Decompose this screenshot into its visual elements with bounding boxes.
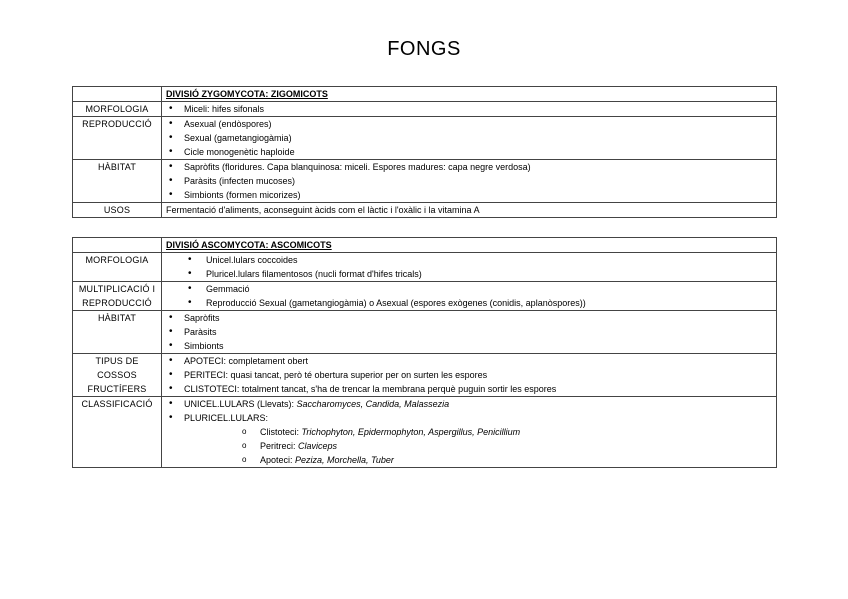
list-item: • Miceli: hifes sifonals [166,102,772,116]
page-title: FONGS [387,38,461,60]
table-header: DIVISIÓ ZYGOMYCOTA: ZIGOMICOTS [162,87,777,102]
zygomycota-table [72,86,777,218]
list-item: • PERITECI: quasi tancat, però té obertura superior per on surten les espores [166,368,772,382]
list-item: • Sexual (gametangiogàmia) [166,131,772,145]
species-names: Saccharomyces, Candida, Malassezia [296,399,450,409]
list-item [166,411,772,467]
table-row [73,160,777,203]
list-item: • Sapròfits [166,311,772,325]
header-empty-cell [73,238,162,253]
row-content [162,282,777,311]
row-content [162,354,777,397]
species-names: Claviceps [298,441,338,451]
table-row [73,282,777,311]
list-item: • Simbionts (formen micorizes) [166,188,772,202]
row-label: USOS [73,203,162,218]
row-content [162,311,777,354]
species-names: Trichophyton, Epidermophyton, Aspergillus, Penicillium [301,427,521,437]
table-row [73,117,777,160]
list-item: • Unicel.lulars coccoides [166,253,772,267]
list-item: • Reproducció Sexual (gametangiogàmia) o Asexual (espores exògenes (conidis, aplanòspores)) [166,296,772,310]
header-empty-cell [73,87,162,102]
species-names: Peziza, Morchella, Tuber [295,455,394,465]
table-row [73,203,777,218]
list-item: • Paràsits (infecten mucoses) [166,174,772,188]
table-row [73,354,777,397]
item-prefix: PLURICEL.LULARS: [184,413,269,423]
sub-list-item [184,453,772,467]
list-item: • APOTECI: completament obert [166,354,772,368]
list-item: • Cicle monogenètic haploide [166,145,772,159]
list-item: • Simbionts [166,339,772,353]
row-label: REPRODUCCIÓ [73,117,162,160]
row-label-line: MULTIPLICACIÓ I [78,284,156,294]
row-content [162,102,777,117]
row-label-line: TIPUS DE COSSOS [95,356,139,380]
row-label [73,282,162,311]
list-item: • Gemmació [166,282,772,296]
row-label: CLASSIFICACIÓ [73,397,162,468]
sub-list-item [184,425,772,439]
row-content [162,117,777,160]
ascomycota-table [72,237,777,468]
row-content [162,160,777,203]
table-header-row [73,87,777,102]
row-label: HÀBITAT [73,160,162,203]
table-header: DIVISIÓ ASCOMYCOTA: ASCOMICOTS [162,238,777,253]
list-item [166,397,772,411]
row-label: MORFOLOGIA [73,253,162,282]
table-row [73,102,777,117]
row-label: HÀBITAT [73,311,162,354]
row-content: Fermentació d'aliments, aconseguint àcids com el làctic i l'oxàlic i la vitamina A [162,203,777,218]
table-row [73,397,777,468]
table-row [73,311,777,354]
item-prefix: UNICEL.LULARS (Llevats): [184,399,297,409]
row-label-line: FRUCTÍFERS [87,384,147,394]
row-content [162,253,777,282]
list-item: • Sapròfits (floridures. Capa blanquinosa: miceli. Espores madures: capa negre verdosa) [166,160,772,174]
table-header-row [73,238,777,253]
sub-list-item [184,439,772,453]
list-item: • Asexual (endòspores) [166,117,772,131]
list-item: • Pluricel.lulars filamentosos (nucli format d'hifes tricals) [166,267,772,281]
item-prefix: Peritreci: [260,441,299,451]
list-item: • CLISTOTECI: totalment tancat, s'ha de trencar la membrana perquè puguin sortir les espores [166,382,772,396]
table-row [73,253,777,282]
row-label-line: REPRODUCCIÓ [82,298,152,308]
item-prefix: Apoteci: [260,455,296,465]
item-prefix: Clistoteci: [260,427,302,437]
row-label: MORFOLOGIA [73,102,162,117]
row-content [162,397,777,468]
row-label [73,354,162,397]
list-item: • Paràsits [166,325,772,339]
